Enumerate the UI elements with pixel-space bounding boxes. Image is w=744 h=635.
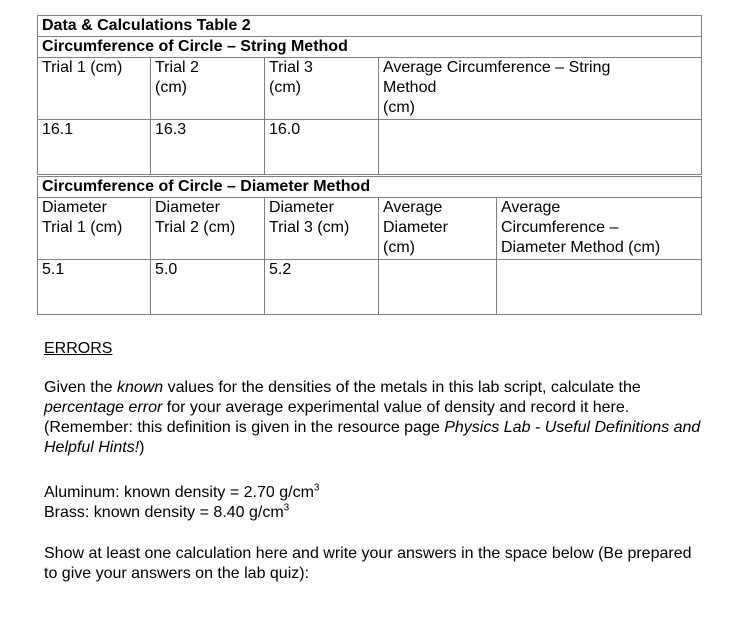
known-densities [44, 483, 319, 523]
value-cell: 5.0 [151, 260, 265, 315]
answer-cell[interactable] [379, 120, 702, 175]
header-cell [265, 58, 379, 120]
header-cell [379, 198, 497, 260]
header-cell [38, 58, 151, 120]
header-diameter-trial-1: Diameter Trial 1 (cm) [42, 199, 123, 236]
instruction-text: ) [139, 439, 145, 456]
header-cell [497, 198, 702, 260]
errors-heading: ERRORS [44, 340, 113, 357]
header-cell [151, 58, 265, 120]
answer-cell[interactable] [379, 260, 497, 315]
value-cell: 5.2 [265, 260, 379, 315]
header-trial-1: Trial 1 (cm) [42, 59, 123, 76]
header-diameter-trial-3: Diameter Trial 3 (cm) [269, 199, 350, 236]
string-method-table [37, 15, 702, 175]
answer-cell[interactable] [497, 260, 702, 315]
instruction-text: for your average experimental value of density and record it here. (Remember: this definition is given in the resource page [44, 399, 630, 436]
known-emphasis: known [116, 379, 164, 396]
show-work-instructions: Show at least one calculation here and write your answers in the space below (Be prepared to give your answers on the lab quiz): [44, 545, 692, 582]
instruction-text: Given the [44, 379, 117, 396]
header-cell [379, 58, 702, 120]
header-cell [38, 198, 151, 260]
header-average-circumference-diameter: Average Circumference – Diameter Method (cm) [501, 199, 661, 256]
header-cell [265, 198, 379, 260]
header-trial-2: Trial 2 (cm) [155, 59, 199, 96]
string-method-subtitle: Circumference of Circle – String Method [38, 37, 702, 58]
value-cell: 16.3 [151, 120, 265, 175]
header-average-circumference: Average Circumference – String Method (cm) [383, 59, 611, 116]
instruction-text: values for the densities of the metals in this lab script, calculate the [163, 379, 641, 396]
brass-density: Brass: known density = 8.40 $g/cm^3$ [44, 502, 290, 521]
header-cell [151, 198, 265, 260]
cube-superscript: 3 [283, 502, 290, 514]
header-diameter-trial-2: Diameter Trial 2 (cm) [155, 199, 236, 236]
table-title: Data & Calculations Table 2 [38, 16, 702, 37]
errors-instructions [44, 378, 704, 458]
value-cell: 16.1 [38, 120, 151, 175]
cube-superscript: 3 [313, 482, 320, 494]
header-trial-3: Trial 3 (cm) [269, 59, 313, 96]
diameter-method-table [37, 176, 702, 315]
header-average-diameter: Average Diameter (cm) [383, 199, 448, 256]
value-cell: 5.1 [38, 260, 151, 315]
resource-reference: Physics Lab - Useful Definitions and Helpful Hints! [44, 419, 701, 456]
aluminum-density: Aluminum: known density = 2.70 $g/cm^3$ [44, 482, 320, 501]
percentage-error-emphasis: percentage error [44, 399, 163, 416]
diameter-method-subtitle: Circumference of Circle – Diameter Method [38, 177, 702, 198]
value-cell: 16.0 [265, 120, 379, 175]
